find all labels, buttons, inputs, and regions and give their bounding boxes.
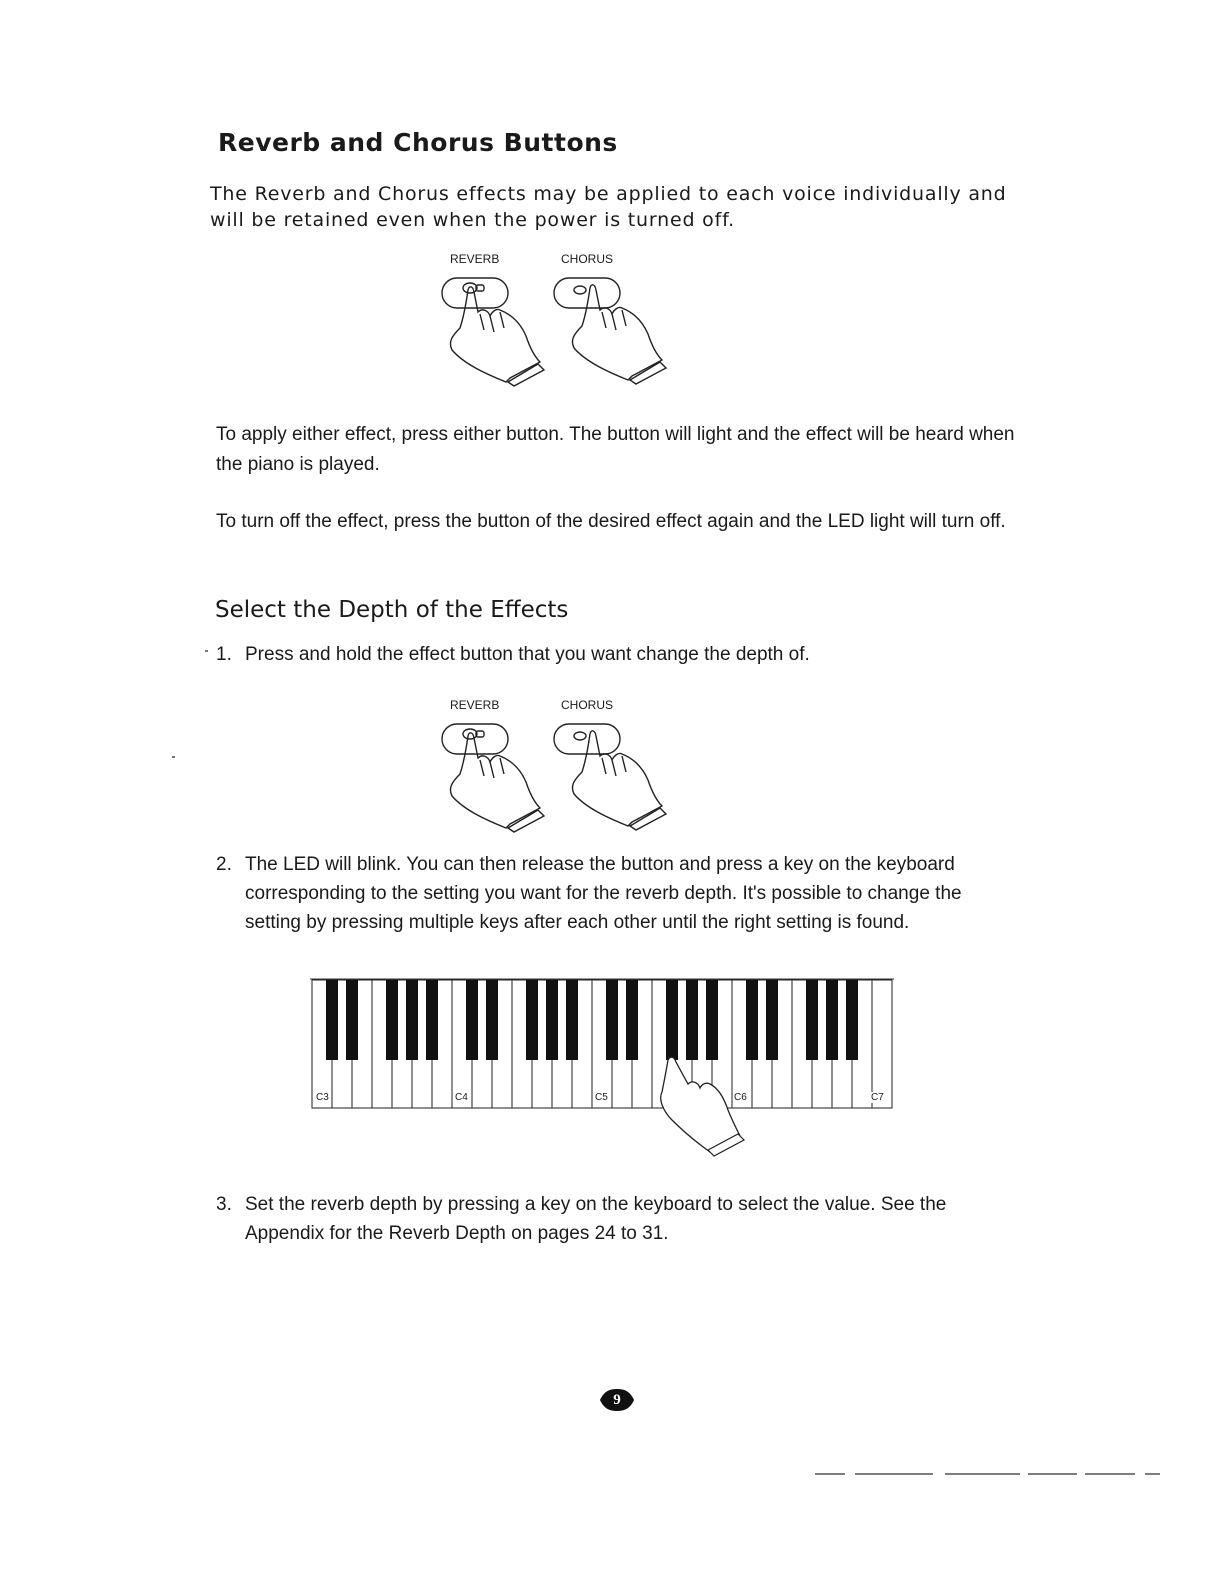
black-key [806, 980, 818, 1060]
pressing-hand-icon [430, 716, 690, 856]
white-key [872, 980, 892, 1108]
page-number-badge [598, 1388, 636, 1412]
black-key [326, 980, 338, 1060]
black-key [626, 980, 638, 1060]
reverb-button-label: REVERB [450, 698, 500, 712]
black-key [526, 980, 538, 1060]
step-text: The LED will blink. You can then release the button and press a key on the keyboard corresponding to the setting you want for the reverb depth. It's possible to change the setting by pressing multiple keys after each other until the right setting is found. [245, 854, 962, 933]
black-key [406, 980, 418, 1060]
black-key [486, 980, 498, 1060]
reverb-button-label: REVERB [450, 252, 500, 266]
black-key [766, 980, 778, 1060]
black-key [686, 980, 698, 1060]
depth-heading: Select the Depth of the Effects [215, 597, 569, 623]
chorus-button-label: CHORUS [561, 252, 614, 266]
page-number: 9 [613, 1392, 621, 1408]
black-key [426, 980, 438, 1060]
piano-keyboard [300, 972, 900, 1172]
effect-buttons-illustration [430, 252, 690, 402]
step-text: Set the reverb depth by pressing a key on the keyboard to select the value. See the Appendix for the Reverb Depth on pages 24 to 31. [245, 1194, 947, 1244]
black-key [666, 980, 678, 1060]
step-number: 3. [216, 1194, 232, 1215]
chorus-button-label: CHORUS [561, 698, 614, 712]
black-key [466, 980, 478, 1060]
black-key [706, 980, 718, 1060]
black-key [546, 980, 558, 1060]
step-number: 1. [216, 644, 232, 665]
black-key [826, 980, 838, 1060]
apply-effect-paragraph: To apply either effect, press either button. The button will light and the effect will be heard when the piano is played. [216, 424, 1015, 475]
black-key [386, 980, 398, 1060]
black-key [746, 980, 758, 1060]
footer-rule [815, 1472, 1160, 1476]
turn-off-effect-paragraph: To turn off the effect, press the button of the desired effect again and the LED light will turn off. [216, 511, 1006, 532]
scan-mark [205, 650, 208, 652]
key-label-c3: C3 [316, 1092, 329, 1103]
black-key [346, 980, 358, 1060]
black-key [566, 980, 578, 1060]
pressing-hand-icon [430, 270, 690, 410]
step-2 [216, 850, 1016, 937]
section-title: Reverb and Chorus Buttons [218, 128, 618, 157]
effect-buttons-illustration [430, 698, 690, 848]
key-label-c5: C5 [595, 1092, 608, 1103]
scan-mark [172, 756, 175, 758]
black-key [846, 980, 858, 1060]
black-key [606, 980, 618, 1060]
keyboard-illustration [300, 972, 900, 1172]
key-label-c4: C4 [455, 1092, 468, 1103]
step-3 [216, 1190, 1016, 1248]
key-label-c6: C6 [734, 1092, 747, 1103]
key-label-c7: C7 [871, 1092, 884, 1103]
step-1 [216, 640, 1016, 669]
step-text: Press and hold the effect button that you want change the depth of. [245, 644, 810, 665]
intro-paragraph: The Reverb and Chorus effects may be applied to each voice individually and will be retained even when the power is turned off. [210, 183, 1007, 231]
step-number: 2. [216, 854, 232, 875]
